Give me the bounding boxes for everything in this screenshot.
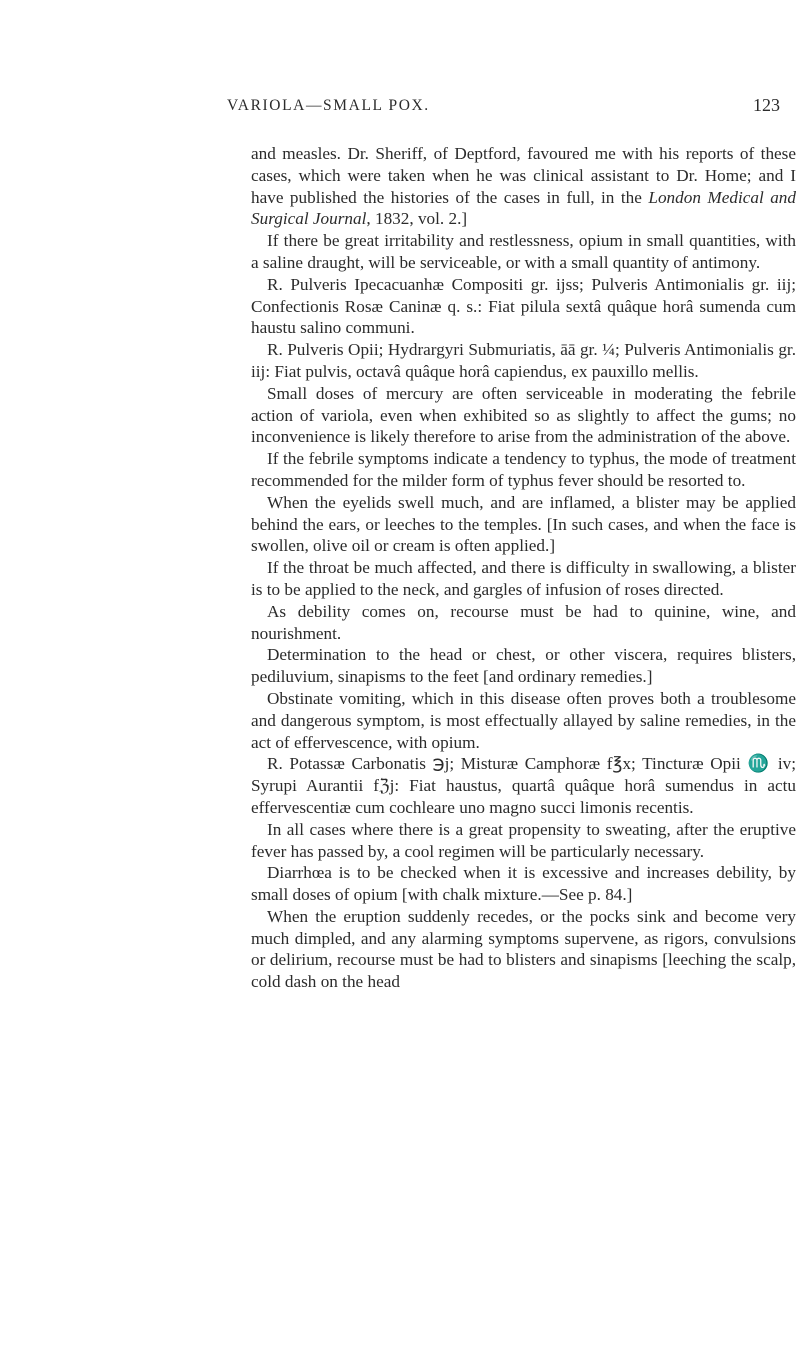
paragraph-debility: As debility comes on, recourse must be had to quinine, wine, and nourishment.	[251, 601, 796, 643]
running-header	[0, 97, 800, 121]
body-text	[251, 143, 796, 993]
paragraph-diarrhoea: Diarrhœa is to be checked when it is excessive and increases debility, by small doses of opium [with chalk mixture.—See p. 84.]	[251, 863, 796, 905]
paragraph-mercury: Small doses of mercury are often serviceable in moderating the febrile action of variola, even when exhibited so as slightly to affect the gums; no inconvenience is likely therefore to arise from the administration of the above.	[251, 383, 796, 447]
prescription-pill: R. Pulveris Ipecacuanhæ Compositi gr. ijss; Pulveris Antimonialis gr. iij; Confectionis Rosæ Caninæ q. s.: Fiat pilula sextâ quâque horâ sumenda cum haustu salino communi.	[251, 274, 796, 338]
journal-title: London Medical and Surgical Journal	[251, 187, 796, 229]
paragraph-opium: If there be great irritability and restlessness, opium in small quantities, with a saline draught, will be serviceable, or with a small quantity of antimony.	[251, 231, 796, 272]
paragraph-eruption: When the eruption suddenly recedes, or the pocks sink and become very much dimpled, and any alarming symptoms supervene, as rigors, convulsions or delirium, recourse must be had to blisters and sinapisms [leeching the scalp, cold dash on the head	[251, 906, 796, 992]
prescription-draught: R. Potassæ Carbonatis ℈j; Misturæ Camphoræ f℥x; Tincturæ Opii ♏ iv; Syrupi Aurantii fℨj: Fiat haustus, quartâ quâque horâ sumendus in actu effervescentiæ cum cochleare uno magno succi limonis recentis.	[251, 754, 796, 817]
paragraph-eyelids: When the eyelids swell much, and are inflamed, a blister may be applied behind the ears, or leeches to the temples. [In such cases, and when the face is swollen, olive oil or cream is often applied.]	[251, 492, 796, 556]
prescription-powder: R. Pulveris Opii; Hydrargyri Submuriatis, āā gr. ¼; Pulveris Antimonialis gr. iij: Fiat pulvis, octavâ quâque horâ capiendus, ex pauxillo mellis.	[251, 340, 796, 381]
paragraph-typhus: If the febrile symptoms indicate a tendency to typhus, the mode of treatment recommended for the milder form of typhus fever should be resorted to.	[251, 449, 796, 490]
paragraph-sweating: In all cases where there is a great propensity to sweating, after the eruptive fever has passed by, a cool regimen will be particularly necessary.	[251, 819, 796, 861]
paragraph-vomiting: Obstinate vomiting, which in this disease often proves both a troublesome and dangerous symptom, is most effectually allayed by saline remedies, in the act of effervescence, with opium.	[251, 688, 796, 752]
paragraph-determination: Determination to the head or chest, or other viscera, requires blisters, pediluvium, sinapisms to the feet [and ordinary remedies.]	[251, 645, 796, 687]
running-head-title: VARIOLA—SMALL POX.	[227, 97, 430, 114]
paragraph-throat: If the throat be much affected, and there is difficulty in swallowing, a blister is to be applied to the neck, and gargles of infusion of roses directed.	[251, 558, 796, 599]
paragraph-continuation: and measles. Dr. Sheriff, of Deptford, favoured me with his reports of these cases, which were taken when he was clinical assistant to Dr. Home; and I have published the histories of the cases in full, in the London Medical and Surgical Journal, 1832, vol. 2.]	[251, 144, 796, 229]
page-number: 123	[753, 95, 780, 115]
